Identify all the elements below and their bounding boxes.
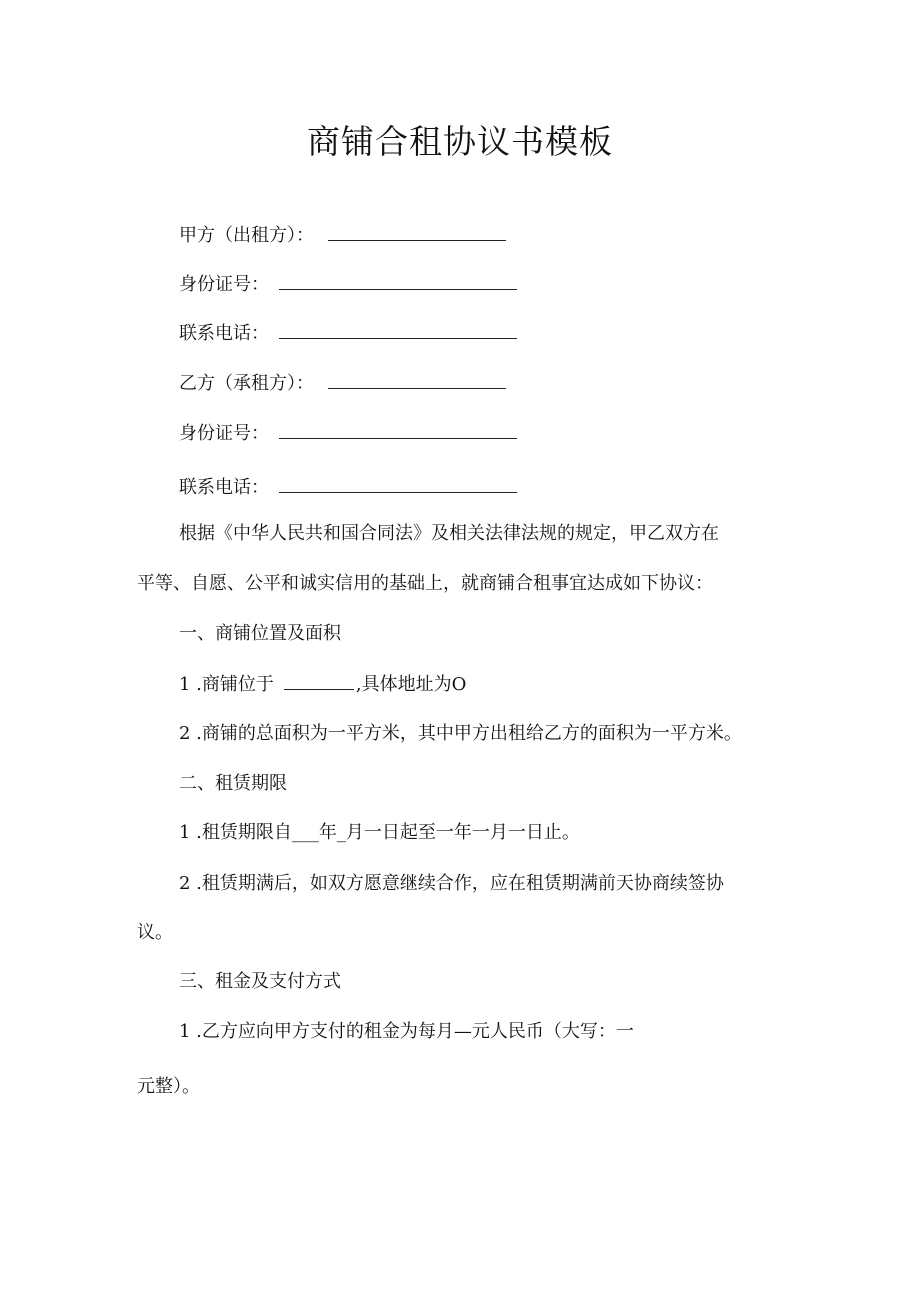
section-3-item-1-line-1: 1 .乙方应向甲方支付的租金为每月—元人民币（大写：一	[179, 1021, 634, 1042]
location-blank	[284, 675, 354, 690]
section-3-item-1-line-2: 元整）。	[137, 1076, 200, 1097]
document-title: 商铺合租协议书模板	[307, 122, 613, 161]
party-b-phone-label: 联系电话：	[179, 477, 269, 498]
party-a-phone-row	[179, 322, 517, 346]
party-b-phone-row	[179, 476, 517, 500]
section-1-item-2: 2 .商铺的总面积为一平方米，其中甲方出租给乙方的面积为一平方米。	[179, 723, 742, 744]
party-b-id-row	[179, 422, 517, 446]
intro-line-2: 平等、自愿、公平和诚实信用的基础上，就商铺合租事宜达成如下协议：	[137, 573, 713, 594]
section-1-item-1	[179, 673, 466, 697]
party-a-phone-label: 联系电话：	[179, 323, 269, 344]
party-a-id-row	[179, 273, 517, 297]
party-a-phone-blank	[279, 324, 517, 339]
party-b-row	[179, 372, 506, 396]
party-b-phone-blank	[279, 478, 517, 493]
section-2-item-1: 1 .租赁期限自___年_月一日起至一年一月一日止。	[179, 822, 580, 843]
party-a-label: 甲方（出租方）：	[179, 225, 314, 246]
section-1-item-1-prefix: 1 .商铺位于	[179, 674, 274, 695]
party-a-blank	[328, 226, 506, 241]
section-1-heading: 一、商铺位置及面积	[179, 623, 341, 644]
intro-line-1: 根据《中华人民共和国合同法》及相关法律法规的规定，甲乙双方在	[179, 523, 719, 544]
party-b-id-blank	[279, 424, 517, 439]
party-a-id-blank	[279, 275, 517, 290]
party-b-label: 乙方（承租方）：	[179, 373, 314, 394]
section-3-heading: 三、租金及支付方式	[179, 971, 341, 992]
section-2-item-2-line-2: 议。	[137, 922, 173, 943]
section-2-item-2-line-1: 2 .租赁期满后，如双方愿意继续合作，应在租赁期满前天协商续签协	[179, 873, 724, 894]
party-b-id-label: 身份证号：	[179, 423, 269, 444]
party-b-blank	[328, 374, 506, 389]
section-2-heading: 二、租赁期限	[179, 773, 287, 794]
party-a-id-label: 身份证号：	[179, 274, 269, 295]
party-a-row	[179, 224, 506, 248]
section-1-item-1-suffix: ,具体地址为O	[355, 674, 467, 695]
